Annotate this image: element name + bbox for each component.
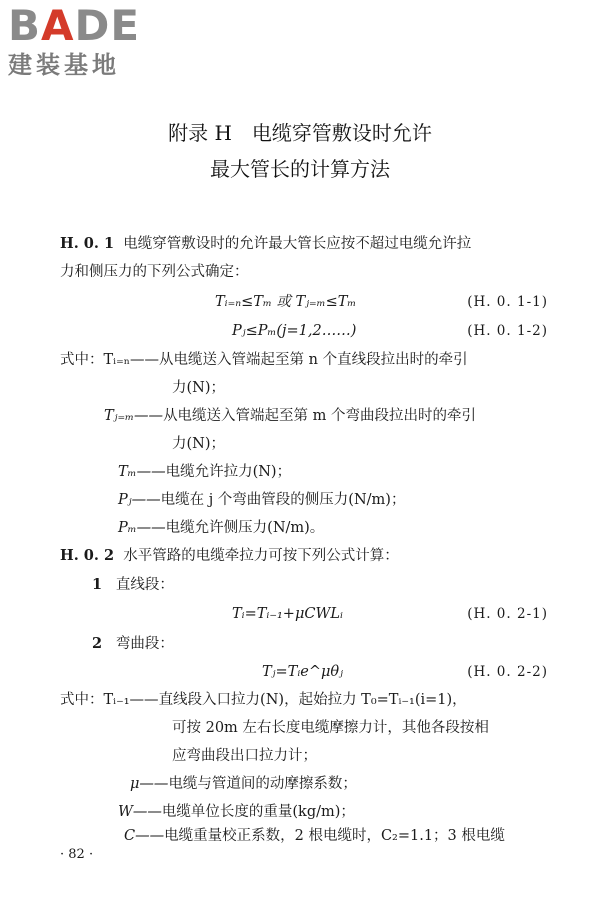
where-h01-4-text: 电缆在 j 个弯曲管段的侧压力(N/m)； bbox=[160, 492, 406, 508]
where-h02-1-cont1: 可按 20m 左右长度电缆摩擦力计，其他各段按相 bbox=[172, 720, 489, 736]
appendix-title-line2: 最大管长的计算方法 bbox=[210, 157, 390, 181]
where-h01-1-cont: 力(N)； bbox=[172, 380, 226, 396]
formula-h02-1: Tᵢ=Tᵢ₋₁+μCWLᵢ bbox=[232, 606, 343, 622]
item-straight-number: 1 bbox=[92, 576, 103, 593]
where-h01-1 bbox=[60, 350, 468, 370]
logo-accent-letter: A bbox=[41, 1, 75, 50]
item-bend-number: 2 bbox=[92, 635, 103, 652]
clause-h02-text: 水平管路的电缆牵拉力可按下列公式计算： bbox=[123, 548, 399, 564]
logo-wordmark: BADE bbox=[8, 1, 141, 50]
eq-number-h02-2: (H. 0. 2-2) bbox=[467, 664, 548, 680]
where-h01-1-text: 从电缆送入管端起至第 n 个直线段拉出时的牵引 bbox=[159, 352, 468, 368]
formula-h01-2: Pⱼ≤Pₘ(j=1,2……) bbox=[232, 323, 357, 339]
where-h01-2 bbox=[104, 406, 476, 426]
item-bend bbox=[92, 634, 174, 654]
eq-number-h02-1: (H. 0. 2-1) bbox=[467, 606, 548, 622]
clause-h02-line1 bbox=[60, 546, 399, 566]
clause-h01-text2: 力和侧压力的下列公式确定： bbox=[60, 264, 249, 280]
clause-h02-label: H. 0. 2 bbox=[60, 547, 115, 564]
where-h01-4-symbol: Pⱼ—— bbox=[118, 492, 161, 508]
eq-number-h01-2: (H. 0. 1-2) bbox=[467, 323, 548, 339]
item-straight-text: 直线段： bbox=[115, 577, 174, 593]
where-h01-3 bbox=[118, 462, 291, 482]
where-h02-1 bbox=[60, 690, 467, 710]
where-h01-5-symbol: Pₘ—— bbox=[118, 520, 166, 536]
where-h02-4-symbol: C—— bbox=[124, 828, 165, 844]
item-straight bbox=[92, 575, 174, 595]
where-h02-1-symbol: 式中：Tᵢ₋₁—— bbox=[60, 692, 159, 708]
where-h02-2 bbox=[130, 774, 357, 794]
clause-h01-text1: 电缆穿管敷设时的允许最大管长应按不超过电缆允许拉 bbox=[123, 236, 472, 252]
where-h01-3-text: 电缆允许拉力(N)； bbox=[165, 464, 292, 480]
where-h02-2-text: 电缆与管道间的动摩擦系数； bbox=[168, 776, 357, 792]
where-h02-4-text: 电缆重量校正系数，2 根电缆时，C₂=1.1；3 根电缆 bbox=[164, 828, 505, 844]
where-h01-2-cont: 力(N)； bbox=[172, 436, 226, 452]
where-h02-1-cont2: 应弯曲段出口拉力计； bbox=[172, 748, 317, 764]
where-h01-5-text: 电缆允许侧压力(N/m)。 bbox=[165, 520, 325, 536]
logo-subtitle: 建装基地 bbox=[8, 51, 120, 79]
eq-number-h01-1: (H. 0. 1-1) bbox=[467, 294, 548, 310]
where-h01-2-text: 从电缆送入管端起至第 m 个弯曲段拉出时的牵引 bbox=[163, 408, 477, 424]
item-bend-text: 弯曲段： bbox=[115, 636, 174, 652]
where-h01-2-symbol: Tⱼ₌ₘ—— bbox=[104, 408, 164, 424]
clause-h01-label: H. 0. 1 bbox=[60, 235, 115, 252]
brand-logo bbox=[8, 1, 178, 80]
where-h02-3-symbol: W—— bbox=[118, 804, 162, 820]
page-number: · 82 · bbox=[60, 847, 94, 862]
formula-h01-1: Tᵢ₌ₙ≤Tₘ 或 Tⱼ₌ₘ≤Tₘ bbox=[215, 294, 357, 310]
where-h01-1-symbol: 式中：Tᵢ₌ₙ—— bbox=[60, 352, 160, 368]
where-h01-5 bbox=[118, 518, 324, 538]
appendix-title-line1: 附录 H 电缆穿管敷设时允许 bbox=[168, 121, 432, 145]
where-h01-3-symbol: Tₘ—— bbox=[118, 464, 166, 480]
where-h02-3-text: 电缆单位长度的重量(kg/m)； bbox=[161, 804, 355, 820]
formula-h02-2: Tⱼ=Tᵢe^μθⱼ bbox=[262, 664, 343, 680]
where-h02-2-symbol: μ—— bbox=[130, 776, 169, 792]
where-h02-3 bbox=[118, 802, 355, 822]
where-h02-4 bbox=[124, 826, 505, 846]
clause-h01-line1 bbox=[60, 234, 471, 254]
where-h02-1-text: 直线段入口拉力(N)，起始拉力 T₀=Tᵢ₋₁(i=1)， bbox=[158, 692, 467, 708]
where-h01-4 bbox=[118, 490, 405, 510]
